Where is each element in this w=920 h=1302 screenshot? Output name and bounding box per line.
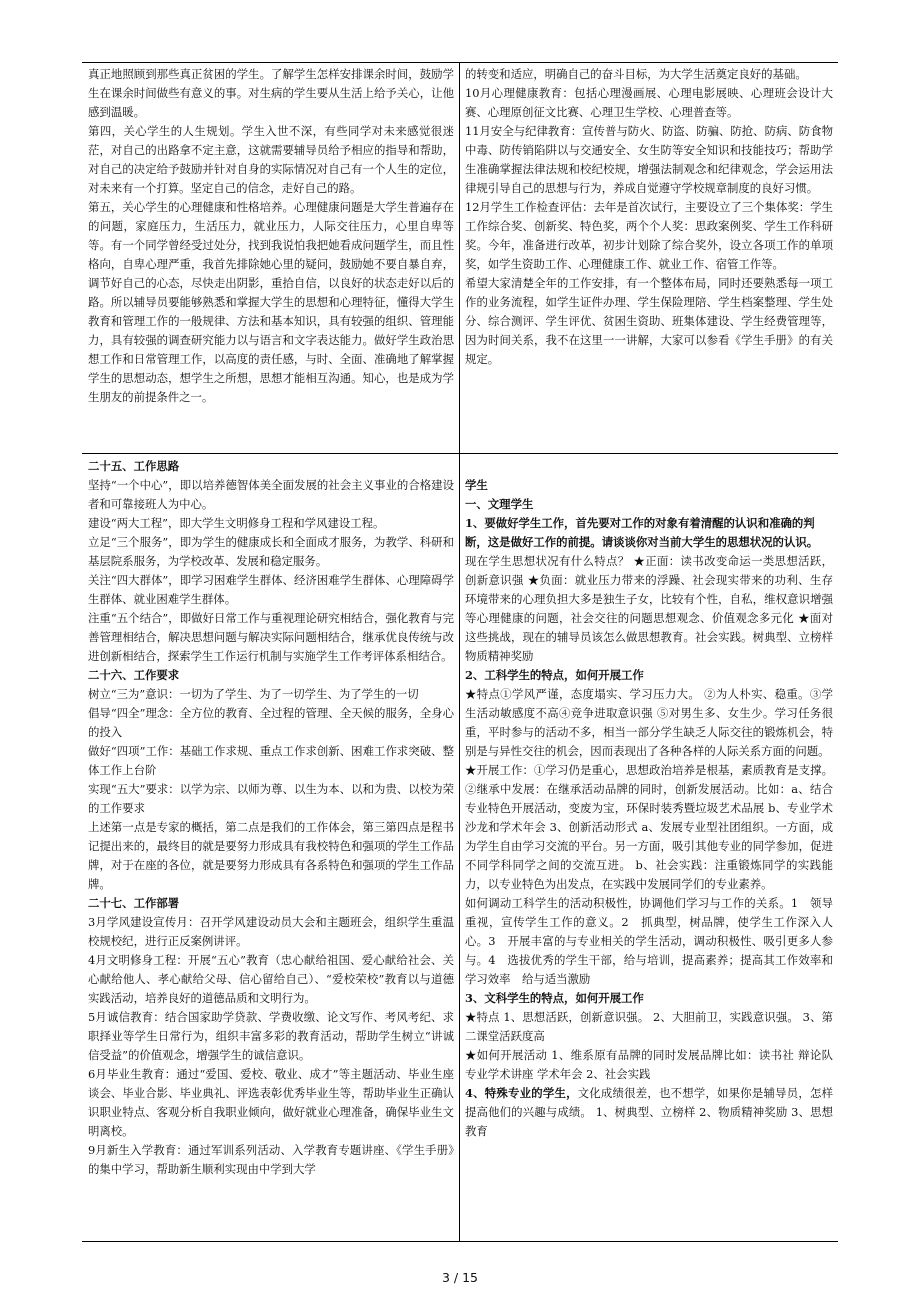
paragraph: 真正地照顾到那些真正贫困的学生。了解学生怎样安排课余时间，鼓励学生在课余时间做些有意义的事。对生病的学生要从生活上给予关心，让他感到温暖。 — [88, 67, 454, 119]
paragraph — [465, 1084, 833, 1141]
paragraph: 的转变和适应，明确自己的奋斗目标，为大学生活奠定良好的基础。 — [465, 67, 807, 81]
paragraph: 立足“三个服务”，即为学生的健康成长和全面成才服务，为教学、科研和基层院系服务，为学校改革、发展和稳定服务。 — [88, 535, 454, 568]
column-divider — [459, 63, 460, 1241]
two-column-table — [82, 62, 838, 1242]
paragraph: 实现“五大”要求：以学为宗、以师为尊、以生为本、以和为贵、以校为荣的工作要求 — [88, 782, 454, 815]
paragraph: 5月诚信教育：结合国家助学贷款、学费收缴、论文写作、考风考纪、求职择业等学生日常行为，组织丰富多彩的教育活动，帮助学生树立“讲诚信受益”的价值观念，增强学生的诚信意识。 — [88, 1010, 454, 1062]
cell-left-top — [88, 65, 454, 451]
paragraph: 如何调动工科学生的活动积极性，协调他们学习与工作的关系。1 领导重视，宣传学生工作的意义。2 抓典型，树品牌，使学生工作深入人心。3 开展丰富的与专业相关的学生活动，调动积极性、吸引更多人参与。4 选拔优秀的学生干部，给与培训，提高素养；提高其工作效率和学习效率 给与适当激励 — [465, 896, 833, 986]
page-number: 3 / 15 — [441, 1270, 479, 1285]
question-text: 文化成绩很差，也不想学，如果你是辅导员，怎样提高他们的兴趣与成绩。 1、树典型、立榜样 2、物质精神奖励 3、思想教育 — [465, 1086, 833, 1138]
paragraph: 关注“四大群体”，即学习困难学生群体、经济困难学生群体、心理障碍学生群体、就业困难学生群体。 — [88, 573, 454, 606]
paragraph: 10月心理健康教育：包括心理漫画展、心理电影展映、心理班会设计大赛、心理原创征文比赛、心理卫生学校、心理普查等。 — [465, 86, 833, 119]
paragraph: 现在学生思想状况有什么特点？ ★正面：读书改变命运一类思想活跃，创新意识强 ★负面：就业压力带来的浮躁、社会现实带来的功利、生存环境带来的心理负担大多是独生子女，比较有个性，自私，维权意识增强等心理健康的问题，社会交往的问题思想观念、价值观念多元化 ★面对这些挑战，现在的辅导员该怎么做思想教育。社会实践。树典型、立榜样物质精神奖励 — [465, 554, 833, 663]
section-heading: 一、文理学生 — [465, 497, 534, 511]
paragraph: 做好“四项”工作：基础工作求规、重点工作求创新、困难工作求突破、整体工作上台阶 — [88, 744, 454, 777]
paragraph: 希望大家清楚全年的工作安排，有一个整体布局，同时还要熟悉每一项工作的业务流程，如学生证件办理、学生保险理陪、学生档案整理、学生处分、综合测评、学生评优、贫困生资助、班集体建设、学生经费管理等，因为时间关系，我不在这里一一讲解，大家可以参看《学生手册》的有关规定。 — [465, 276, 833, 366]
paragraph: ★特点 1、思想活跃，创新意识强。 2、大胆前卫，实践意识强。 3、第二课堂活跃度高 — [465, 1010, 833, 1043]
section-heading: 二十六、工作要求 — [88, 668, 180, 682]
row-divider — [82, 453, 838, 454]
question-heading: 1、要做好学生工作，首先要对工作的对象有着清醒的认识和准确的判断，这是做好工作的前提。请谈谈你对当前大学生的思想状况的认识。 — [465, 516, 819, 549]
section-heading: 二十五、工作思路 — [88, 459, 180, 473]
paragraph: 坚持“一个中心”，即以培养德智体美全面发展的社会主义事业的合格建设者和可靠接班人为中心。 — [88, 478, 454, 511]
paragraph: 9月新生入学教育：通过军训系列活动、入学教育专题讲座、《学生手册》的集中学习，帮助新生顺利实现由中学到大学 — [88, 1143, 454, 1176]
paragraph: 3月学风建设宣传月：召开学风建设动员大会和主题班会，组织学生重温校规校纪，进行正反案例讲评。 — [88, 915, 454, 948]
cell-right-bottom — [465, 457, 833, 1239]
paragraph: 上述第一点是专家的概括，第二点是我们的工作体会，第三第四点是程书记提出来的，最终目的就是要努力形成具有我校特色和强项的学生工作品牌，对于在座的各位，就是要努力形成具有各系特色和强项的学生工作品牌。 — [88, 820, 454, 891]
paragraph: 树立“三为”意识：一切为了学生、为了一切学生、为了学生的一切 — [88, 687, 419, 701]
paragraph: 第五，关心学生的心理健康和性格培养。心理健康问题是大学生普遍存在的问题，家庭压力，生活压力，就业压力，人际交往压力，心里自卑等等。有一个同学曾经受过处分，找到我说怕我把她看成问题学生，而且性格向，自卑心理严重，我首先排除她心里的疑问，鼓励她不要自暴自弃，调节好自己的心态，尽快走出阴影，重拾自信，以良好的状态走好以后的路。所以辅导员要能够熟悉和掌握大学生的思想和心理特征，懂得大学生教育和管理工作的一般规律、方法和基本知识，具有较强的组织、管理能力，具有较强的调查研究能力以与语言和文字表达能力。做好学生政治思想工作和日常管理工作，以高度的责任感，与时、全面、准确地了解掌握学生的思想动态，想学生之所想，思想才能相互沟通。知心，也是成为学生朋友的前提条件之一。 — [88, 200, 454, 404]
paragraph: 注重“五个结合”，即做好日常工作与重视理论研究相结合，强化教育与完善管理相结合，解决思想问题与解决实际问题相结合，继承优良传统与改进创新相结合，探索学生工作运行机制与实施学生工作考评体系相结合。 — [88, 611, 454, 663]
spacer — [465, 457, 833, 476]
paragraph: ★开展工作：①学习仍是重心，思想政治培养是根基，素质教育是支撑。②继承中发展：在继承活动品牌的同时，创新发展活动。比如：a、结合专业特色开展活动，变废为宝，环保时装秀暨垃圾艺术品展 b、专业学术沙龙和学术年会 3、创新活动形式 a、发展专业型社团组织。一方面，成为学生自由学习交流的平台。另一方面，吸引其他专业的同学参加，促进不同学科同学之间的交流互进。 b、社会实践：注重锻炼同学的实践能力，以专业特色为出发点，在实践中发展同学们的专业素养。 — [465, 763, 833, 891]
paragraph: 第四，关心学生的人生规划。学生入世不深，有些同学对未来感觉很迷茫，对自己的出路拿不定主意，这就需要辅导员给予相应的指导和帮助，对自己的决定给予鼓励并针对自身的实际情况对自己有一个人生的定位，对未来有一个打算。坚定自己的信念，走好自己的路。 — [88, 124, 454, 195]
paragraph: 倡导“四全”理念：全方位的教育、全过程的管理、全天候的服务，全身心的投入 — [88, 706, 454, 739]
paragraph: ★如何开展活动 1、维系原有品牌的同时发展品牌比如：读书社 辩论队 专业学术讲座 学术年会 2、社会实践 — [465, 1048, 833, 1081]
paragraph: 11月安全与纪律教育：宣传普与防火、防盗、防骗、防抢、防病、防食物中毒、防传销陷阱以与交通安全、女生防等安全知识和技能技巧；帮助学生准确掌握法律法规和校纪校规，增强法制观念和纪律观念，学会运用法律规引导自己的思想与行为，养成自觉遵守学校规章制度的良好习惯。 — [465, 124, 833, 195]
paragraph: 4月文明修身工程：开展“五心”教育（忠心献给祖国、爱心献给社会、关心献给他人、孝心献给父母、信心留给自己）、“爱校荣校”教育以与道德实践活动，培养良好的道德品质和文明行为。 — [88, 953, 454, 1005]
section-heading: 二十七、工作部署 — [88, 896, 180, 910]
section-title: 学生 — [465, 478, 488, 492]
paragraph: ★特点①学风严谨，态度塌实、学习压力大。 ②为人朴实、稳重。③学生活动敏感度不高④竞争进取意识强 ⑤对男生多、女生少。学习任务很重，平时参与的活动不多，相当一部分学生缺乏人际交往的锻炼机会，特别是与异性交往的机会，因而表现出了各种各样的人际关系方面的问题。 — [465, 687, 833, 758]
question-lead: 4、特殊专业的学生， — [465, 1086, 578, 1100]
cell-left-bottom — [88, 457, 454, 1239]
question-heading: 2、工科学生的特点，如何开展工作 — [465, 668, 644, 682]
paragraph: 6月毕业生教育：通过“爱国、爱校、敬业、成才”等主题活动、毕业生座谈会、毕业合影、毕业典礼、评选表彰优秀毕业生等，帮助毕业生正确认识职业特点、客观分析自我职业倾向，做好就业心理准备，确保毕业生文明离校。 — [88, 1067, 454, 1138]
paragraph: 12月学生工作检查评估：去年是首次试行，主要设立了三个集体奖：学生工作综合奖、创新奖、特色奖，两个个人奖：思政案例奖、学生工作科研奖。今年，准备进行改革，初步计划除了综合奖外，设立各项工作的单项奖，如学生资助工作、心理健康工作、就业工作、宿管工作等。 — [465, 200, 833, 271]
question-heading: 3、文科学生的特点，如何开展工作 — [465, 991, 644, 1005]
cell-right-top — [465, 65, 833, 451]
paragraph: 建设“两大工程”，即大学生文明修身工程和学风建设工程。 — [88, 516, 385, 530]
